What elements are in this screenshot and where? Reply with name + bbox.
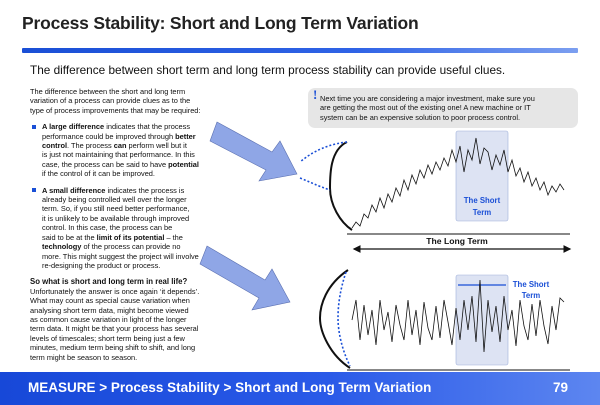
text: indicates that the process [104,122,191,132]
text: if the control of it can be improved. [42,169,155,179]
bold-text: technology [42,242,82,252]
text: performance could be improved through [42,131,176,141]
text: system can be an expensive solution to poor process control. [320,112,521,122]
footer-breadcrumb: MEASURE > Process Stability > Short and Long Term Variation [28,380,432,395]
text: said to be at the [42,232,97,242]
chart-large-difference [300,131,570,234]
short-term-label-bottom-2: Term [521,291,541,300]
text: term data. It might be that your process has several [30,324,199,334]
text: as common cause variation in light of the longer [30,314,187,324]
bold-text: limit of its potential [96,232,165,242]
pointer-arrow-top [210,122,297,181]
bold-text: A large difference [42,122,105,132]
text: control. In this case, the process can be [42,223,173,233]
short-term-distribution-curve [300,142,347,162]
text: are getting the most out of the existing one! A new machine or IT [320,103,531,113]
text: term. So, if you still need better performance, [42,204,190,214]
text: analysing short term data, might become viewed [30,305,189,315]
bold-text: can [113,141,127,151]
page-title: Process Stability: Short and Long Term Variation [22,13,419,33]
question-heading: So what is short and long term in real life? [30,277,188,287]
text: levels of timescales; short term being just a few [30,333,185,343]
page-subtitle: The difference between short term and long term process stability can provide useful clues. [30,63,506,77]
text: already being controlled well over the longer [42,195,187,205]
text: term might be season to season. [30,352,138,362]
text: it is unlikely to be available through improved [42,213,190,223]
page-number: 79 [553,380,569,395]
intro-line: variation of a process can provide clues as to the [30,96,191,106]
bold-text: control [42,141,68,151]
text: Next time you are considering a major investment, make sure you [320,94,535,103]
text: What may count as special cause variation when [30,296,190,306]
short-term-distribution-curve-bottom [338,272,350,366]
bold-text: potential [168,159,199,169]
text: – the [164,232,183,242]
short-term-label-bottom-1: The Short [512,280,550,289]
short-term-label-top-2: Term [472,208,492,217]
bold-text: better [175,131,196,141]
intro-line: The difference between the short and long term [30,87,186,96]
long-term-distribution-curve [330,142,352,230]
text: re-designing the product or process. [42,260,161,270]
intro-line: type of process improvements that may be required: [30,105,201,115]
text: perform well but it [126,141,187,151]
text: . The process [67,141,114,151]
short-term-label-top-1: The Short [463,196,501,205]
text: more. This might suggest the project will involve [42,251,199,261]
exclamation-icon: ! [313,87,318,102]
pointer-arrow-bottom [200,246,290,310]
short-term-distribution-curve-lower [300,178,330,190]
text: Unfortunately the answer is once again ‘it depends’. [30,286,200,296]
long-term-label: The Long Term [426,236,488,246]
text: of the process can provide no [81,242,181,252]
text: indicates the process is [105,185,185,195]
long-term-distribution-curve-bottom [320,270,350,368]
text: is just not maintaining that performance. In this [42,150,195,160]
text: case, the process can be said to have [42,159,169,169]
bold-text: A small difference [42,185,106,195]
text: minutes, medium term being shift to shift, and long [30,343,196,353]
